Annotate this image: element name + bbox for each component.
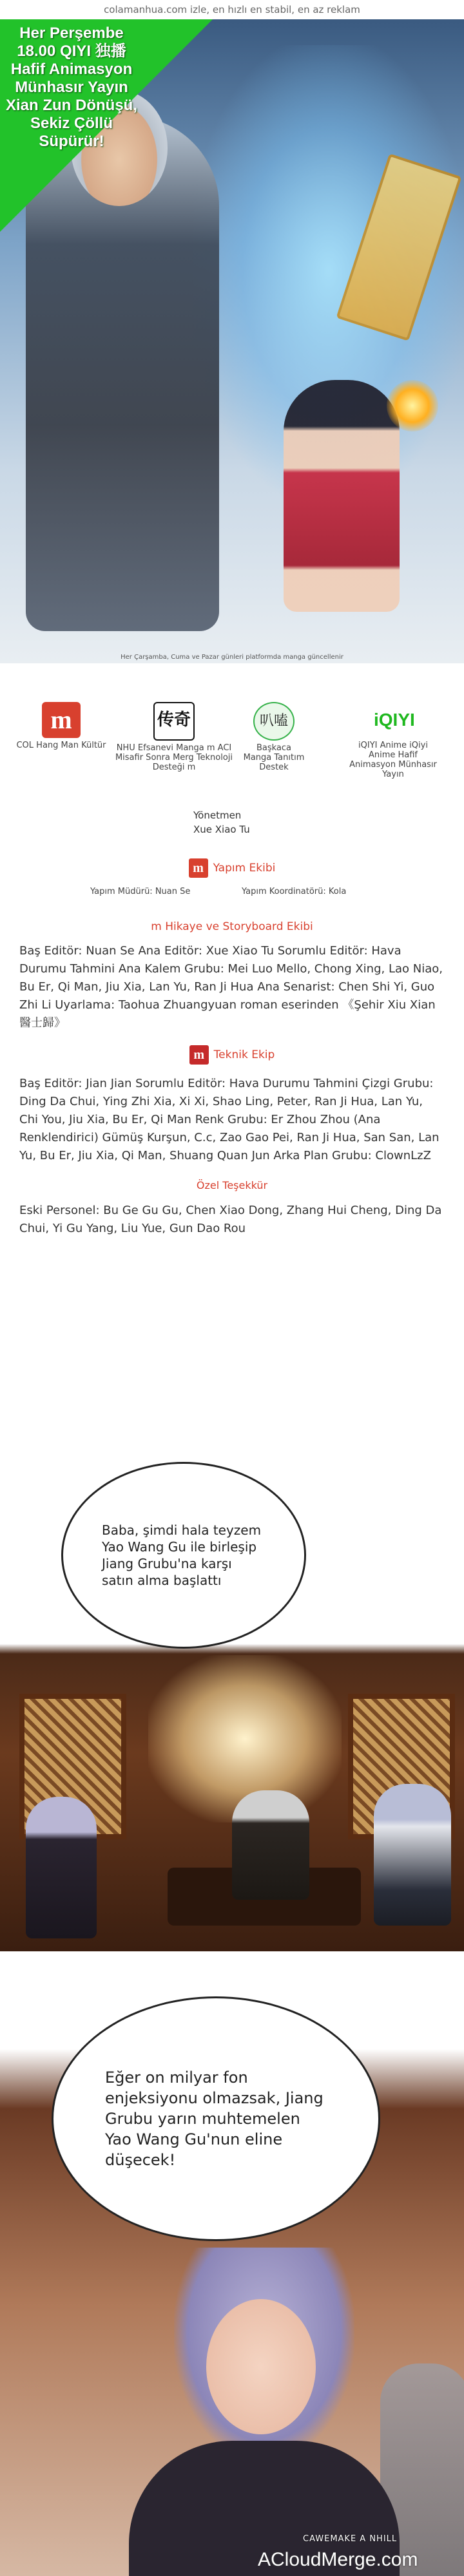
thanks-credits: Eski Personel: Bu Ge Gu Gu, Chen Xiao Dong, Zhang Hui Cheng, Ding Da Chui, Yi Gu Yang, Liu Yue, Gun Dao Rou [19, 1204, 442, 1235]
tech-icon: m [189, 1045, 209, 1065]
speech-bubble [61, 1462, 306, 1649]
production-coordinator: Yapım Koordinatörü: Kola [242, 887, 347, 896]
production-roles [0, 878, 464, 904]
bake-logo-icon: 叭嗑 [253, 702, 295, 741]
cover-artwork [0, 19, 464, 663]
production-icon: m [189, 858, 208, 878]
iqiyi-logo [345, 702, 441, 779]
production-title [0, 858, 464, 878]
father-character [232, 1790, 309, 1900]
speech-text: Eğer on milyar fon enjeksiyonu olmazsak, Jiang Grubu yarın muhtemelen Yao Wang Gu'nun eline düşecek! [105, 2069, 324, 2169]
woman-face [206, 2299, 316, 2434]
comic-panel-closeup [0, 1977, 464, 2576]
logo-label: NHU Efsanevi Manga m ACI Misafir Sonra Merg Teknoloji Desteği m [115, 743, 233, 772]
speech-bubble [52, 1996, 380, 2241]
tech-title-text: Teknik Ekip [213, 1048, 275, 1061]
iqiyi-logo-icon: iQIYI [374, 702, 412, 738]
colamanga-logo [13, 702, 110, 750]
director-name: Xue Xiao Tu [193, 824, 250, 835]
update-schedule-caption: Her Çarşamba, Cuma ve Pazar günleri platformda manga güncellenir [121, 654, 343, 661]
director-block [193, 808, 464, 837]
logo-label: Başkaca Manga Tanıtım Destek [243, 743, 305, 772]
thanks-title: Özel Teşekkür [196, 1179, 268, 1191]
bake-logo [242, 702, 306, 772]
director-label: Yönetmen [193, 810, 242, 821]
promo-line: Süpürür! [39, 133, 104, 150]
promo-line: Sekiz Çöllü [30, 115, 113, 132]
tech-credits: Baş Editör: Jian Jian Sorumlu Editör: Hava Durumu Tahmini Çizgi Grubu: Ding Da Chui, Ying Zhi Xia, Xi Xi, Shao Ling, Peter, Ran Ji Hua, Lan Yu, Chi You, Jiu Xia, Bu Er, Qi Man Renk Grubu: Er Zhou Zhou (Ana Renklendirici) Gümüş Kurşun, C.c, Zao Gao Pei, Ran Ji Hua, San San, Lan Yu, Bu Er, Jiu Xia, Qi Man, Shuang Quan Jun Arka Plan Grubu: ClownLzZ [19, 1077, 440, 1162]
fireball [387, 380, 438, 431]
site-banner[interactable]: colamanhua.com izle, en hızlı en stabil, en az reklam [104, 4, 360, 15]
logo-label: COL Hang Man Kültür [16, 741, 106, 750]
story-credits: Baş Editör: Nuan Se Ana Editör: Xue Xiao Tu Sorumlu Editör: Hava Durumu Tahmini Ana Kalem Grubu: Mei Luo Mello, Chong Xing, Lao Niao, Bu Er, Qi Man, Jiu Xia, Lan Yu, Ran Ji Hua Ana Senarist: Chen Shi Yi, Guo Zhi Li Uyarlama: Taohua Zhuangyuan roman eserinden 《Şehir Xiu Xian醫士歸》 [19, 944, 443, 1030]
promo-line: 18.00 QIYI 独播 [17, 43, 126, 60]
watermark-site[interactable]: ACloudMerge.com [258, 2549, 418, 2570]
publisher-logos [0, 702, 464, 792]
speech-text: Baba, şimdi hala teyzem Yao Wang Gu ile birleşip Jiang Grubu'na karşı satın alma başlattı [102, 1522, 262, 1588]
credits-section [0, 808, 464, 1238]
logo-label: iQIYI Anime iQiyi Anime Hafif Animasyon Münhasır Yayın [349, 741, 437, 779]
production-title-text: Yapım Ekibi [213, 862, 276, 875]
comic-panel-living-room [0, 1455, 464, 1951]
colamanga-logo-icon: m [42, 702, 81, 738]
promo-line: Her Perşembe [19, 24, 124, 42]
watermark-small: CAWEMAKE A NHILL [303, 2534, 398, 2544]
story-title: m Hikaye ve Storyboard Ekibi [151, 920, 313, 933]
promo-line: Hafif Animasyon [10, 61, 133, 78]
promo-line: Xian Zun Dönüşü, [6, 97, 137, 114]
chuanqi-logo-icon: 传奇 [153, 702, 195, 741]
promo-line: Münhasır Yayın [15, 79, 128, 96]
tech-title [0, 1045, 464, 1065]
girl-figure [284, 380, 400, 612]
production-manager: Yapım Müdürü: Nuan Se [90, 887, 191, 896]
promo-text [4, 24, 139, 151]
woman-character [26, 1797, 97, 1938]
man-character [374, 1784, 451, 1926]
chuanqi-logo [110, 702, 238, 772]
